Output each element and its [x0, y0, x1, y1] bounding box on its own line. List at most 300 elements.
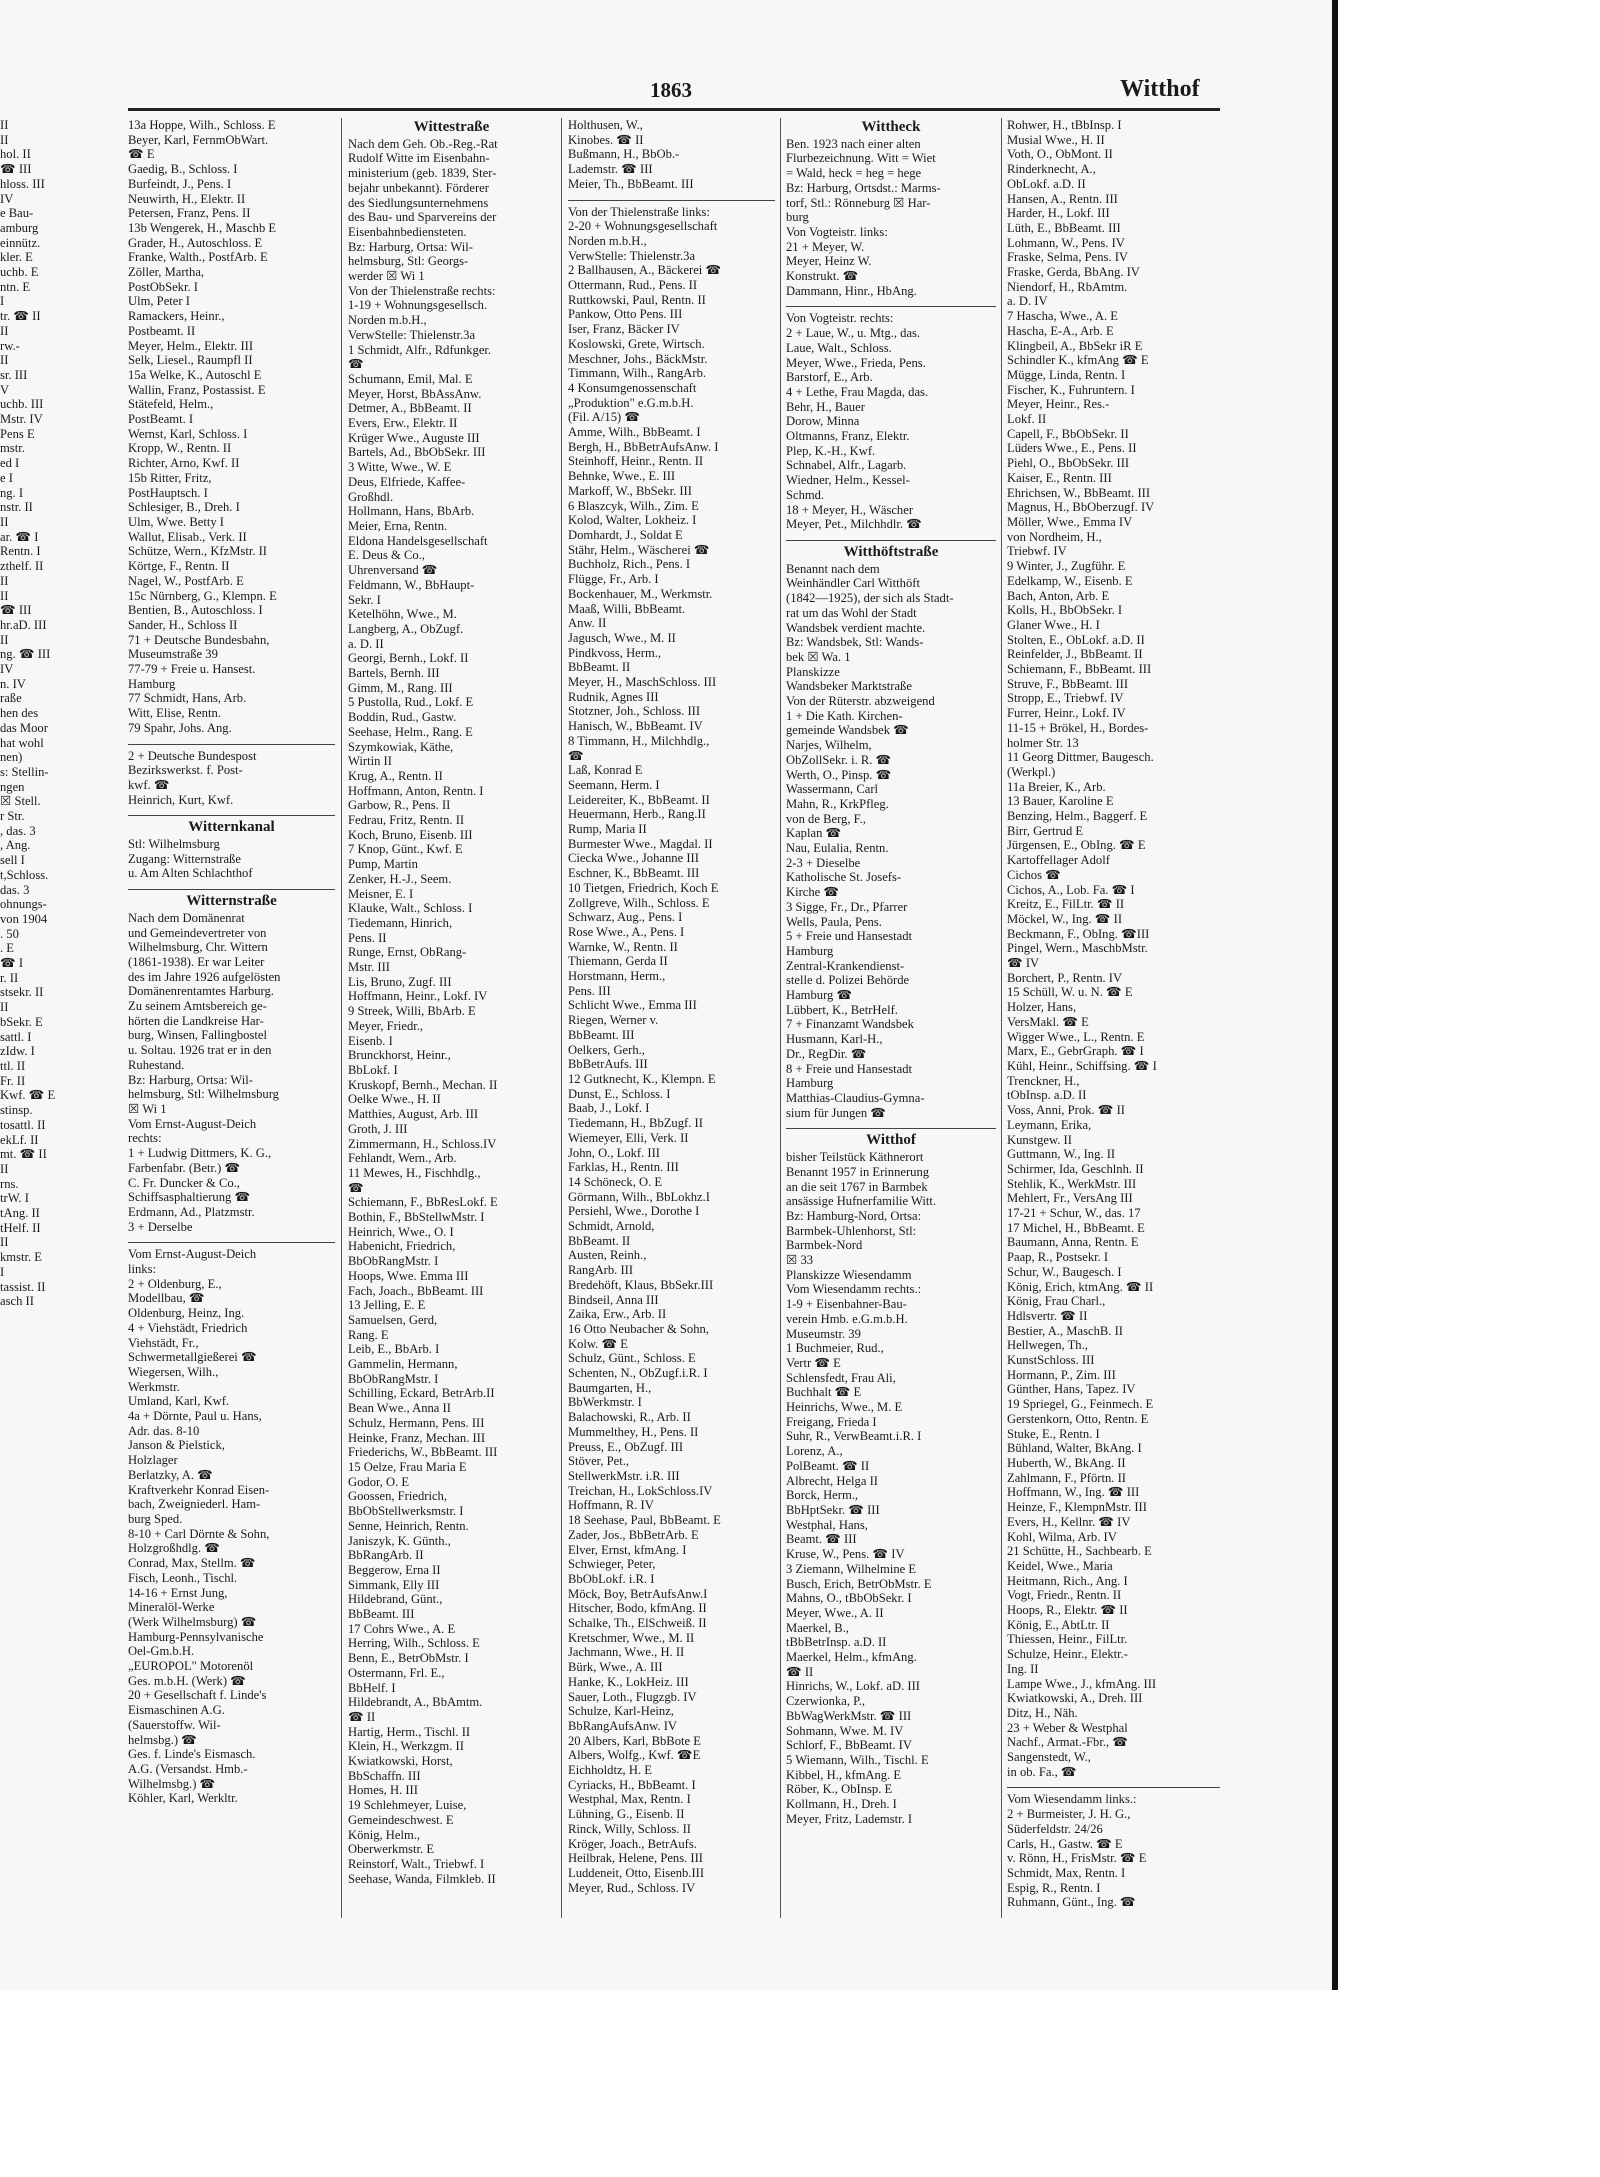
directory-entry: Holthusen, W., — [568, 118, 643, 132]
directory-entry: PolBeamt. ☎ II — [786, 1458, 870, 1473]
directory-entry: torf, Stl.: Rönneburg ☒ Har- — [786, 195, 931, 210]
directory-entry: Carls, H., Gastw. ☎ E — [1007, 1836, 1123, 1851]
directory-entry: Museumstr. 39 — [786, 1326, 861, 1341]
directory-entry: Klauke, Walt., Schloss. I — [348, 901, 473, 916]
directory-entry: Rudolf Witte im Eisenbahn- — [348, 151, 490, 166]
directory-entry: Trenckner, H., — [1007, 1073, 1080, 1088]
directory-entry: 13 Jelling, E. E — [348, 1298, 426, 1313]
directory-entry: RangArb. III — [568, 1263, 634, 1278]
directory-entry: kwf. ☎ — [128, 777, 170, 792]
directory-entry: Bothin, F., BbStellwMstr. I — [348, 1210, 485, 1225]
directory-entry: Oltmanns, Franz, Elektr. — [786, 429, 910, 444]
directory-entry: ansässige Hufnerfamilie Witt. — [786, 1194, 936, 1209]
directory-entry: Hoffmann, Anton, Rentn. I — [348, 783, 484, 798]
directory-entry: Kruskopf, Bernh., Mechan. II — [348, 1077, 498, 1092]
directory-entry: Franke, Walth., PostfArb. E — [128, 250, 268, 265]
directory-entry: Kreitz, E., FilLtr. ☎ II — [1007, 897, 1125, 912]
directory-entry: 19 Schlehmeyer, Luise, — [348, 1798, 467, 1813]
directory-entry: Hamburg — [786, 943, 834, 958]
directory-entry: Huberth, W., BkAng. II — [1007, 1455, 1126, 1470]
directory-entry: 3 + Derselbe — [128, 1219, 193, 1234]
directory-entry: Schwieger, Peter, — [568, 1557, 656, 1572]
directory-entry: Planskizze Wiesendamm — [786, 1267, 912, 1282]
directory-entry: 2-3 + Dieselbe — [786, 855, 861, 870]
directory-entry: Deus, Elfriede, Kaffee- — [348, 474, 466, 489]
directory-entry: BbBetrAufs. III — [568, 1057, 648, 1072]
directory-entry: Hinrichs, W., Lokf. aD. III — [786, 1679, 920, 1694]
directory-entry: 20 Albers, Karl, BbBote E — [568, 1733, 701, 1748]
directory-entry: Ulm, Wwe. Betty I — [128, 514, 224, 529]
directory-entry: Luddeneit, Otto, Eisenb.III — [568, 1865, 705, 1880]
directory-entry: Busch, Erich, BetrObMstr. E — [786, 1576, 932, 1591]
directory-entry: Wassermann, Carl — [786, 782, 879, 797]
directory-entry: Stähr, Helm., Wäscherei ☎ — [568, 542, 710, 557]
directory-entry: Bz: Harburg, Ortsa: Wil- — [128, 1072, 253, 1087]
directory-entry: Voss, Anni, Prok. ☎ II — [1007, 1103, 1125, 1118]
directory-entry: Von Vogteistr. links: — [786, 224, 888, 239]
directory-entry: einnütz. — [0, 235, 41, 250]
directory-entry: Albers, Wolfg., Kwf. ☎E — [568, 1748, 701, 1763]
directory-entry: Dorow, Minna — [786, 414, 860, 429]
directory-entry: a. D. II — [348, 636, 384, 651]
directory-entry: tAng. II — [0, 1206, 40, 1221]
directory-entry: Kaiser, E., Rentn. III — [1007, 470, 1112, 485]
street-heading: Wittestraße — [413, 120, 490, 135]
directory-entry: Benn, E., BetrObMstr. I — [348, 1651, 469, 1666]
directory-entry: ☒ Wi 1 — [128, 1102, 167, 1116]
directory-entry: Bentien, B., Autoschloss. I — [128, 603, 263, 618]
directory-entry: Marx, E., GebrGraph. ☎ I — [1007, 1044, 1144, 1059]
directory-entry: Barmbek-Uhlenhorst, Stl: — [786, 1223, 917, 1238]
directory-entry: Stuke, E., Rentn. I — [1007, 1426, 1100, 1441]
directory-entry: Bartels, Bernh. III — [348, 666, 440, 681]
directory-entry: Oberwerkmstr. E — [348, 1842, 435, 1857]
directory-entry: Vogt, Friedr., Rentn. II — [1007, 1588, 1122, 1603]
directory-entry: rns. — [0, 1176, 19, 1191]
directory-entry: ☎ E — [128, 147, 155, 162]
directory-entry: Petersen, Franz, Pens. II — [128, 206, 251, 221]
directory-entry: uchb. E — [0, 265, 39, 280]
street-heading: Witternstraße — [186, 894, 277, 909]
directory-entry: Richter, Arno, Kwf. II — [128, 456, 240, 471]
directory-entry: Ruhmann, Günt., Ing. ☎ — [1007, 1895, 1136, 1910]
directory-entry: u. Am Alten Schlachthof — [128, 866, 253, 881]
directory-entry: ObZollSekr. i. R. ☎ — [786, 752, 892, 767]
directory-entry: Matthias-Claudius-Gymna- — [786, 1091, 925, 1105]
directory-entry: Hollmann, Hans, BbArb. — [348, 504, 475, 519]
directory-entry: 11 Georg Dittmer, Baugesch. — [1007, 750, 1154, 765]
directory-entry: A.G. (Versandst. Hmb.- — [128, 1761, 248, 1776]
directory-entry: nstr. II — [0, 500, 33, 515]
directory-entry: Von der Thielenstraße links: — [568, 204, 710, 219]
directory-entry: des Siedlungsunternehmens — [348, 195, 489, 210]
directory-entry: Gerstenkorn, Otto, Rentn. E — [1007, 1411, 1149, 1426]
directory-entry: Wiegersen, Wilh., — [128, 1364, 219, 1379]
directory-entry: Boddin, Rud., Gastw. — [348, 710, 457, 725]
directory-entry: Domhardt, J., Soldat E — [568, 527, 683, 542]
directory-entry: Reinfelder, J., BbBeamt. II — [1007, 647, 1143, 662]
directory-entry: BbBeamt. III — [568, 1027, 635, 1042]
directory-entry: Hildebrand, Günt., — [348, 1592, 443, 1607]
directory-entry: Von der Rüterstr. abzweigend — [786, 694, 935, 709]
directory-entry: Kartoffellager Adolf — [1007, 853, 1110, 868]
directory-entry: Jürgensen, E., ObIng. ☎ E — [1007, 838, 1146, 853]
directory-entry: Planskizze — [786, 664, 840, 679]
directory-entry: Möller, Wwe., Emma IV — [1007, 514, 1133, 529]
directory-entry: Mahn, R., KrkPfleg. — [786, 796, 889, 811]
directory-entry: 20 + Gesellschaft f. Linde's — [128, 1688, 267, 1703]
directory-entry: Gaedig, B., Schloss. I — [128, 162, 238, 177]
column-divider — [780, 118, 781, 1918]
directory-entry: Kirche ☎ — [786, 885, 840, 900]
directory-entry: 14 Schöneck, O. E — [568, 1174, 663, 1189]
directory-entry: Hormann, P., Zim. III — [1007, 1367, 1116, 1382]
directory-entry: Suhr, R., VerwBeamt.i.R. I — [786, 1429, 922, 1444]
directory-entry: Kolw. ☎ E — [568, 1336, 628, 1351]
directory-entry: Meyer, Horst, BbAssAnw. — [348, 386, 482, 401]
directory-entry: Zaika, Erw., Arb. II — [568, 1307, 667, 1322]
scan-margin — [1338, 0, 1600, 2177]
directory-entry: BbRangArb. II — [348, 1548, 424, 1563]
directory-entry: PostHauptsch. I — [128, 485, 208, 500]
directory-entry: Markoff, W., BbSekr. III — [568, 483, 692, 498]
directory-entry: Meyer, Friedr., — [348, 1018, 424, 1033]
section-divider — [786, 1120, 996, 1129]
directory-entry: e I — [0, 470, 13, 485]
directory-entry: 13 Bauer, Karoline E — [1007, 794, 1114, 809]
directory-entry: Leymann, Erika, — [1007, 1117, 1092, 1132]
directory-entry: Eichholdtz, H. E — [568, 1763, 652, 1778]
directory-entry: Schlensfedt, Frau Ali, — [786, 1370, 896, 1385]
directory-entry: Reinstorf, Walt., Triebwf. I — [348, 1856, 485, 1871]
directory-entry: Seemann, Herm. I — [568, 777, 660, 792]
directory-entry: hol. II — [0, 147, 31, 162]
directory-entry: Schütze, Wern., KfzMstr. II — [128, 544, 267, 559]
directory-entry: ng. ☎ III — [0, 647, 51, 662]
directory-entry: Hoffmann, W., Ing. ☎ III — [1007, 1485, 1140, 1500]
directory-entry: Sekr. I — [348, 592, 381, 607]
directory-entry: tosattl. II — [0, 1117, 46, 1132]
directory-entry: Kinobes. ☎ II — [568, 132, 644, 147]
directory-entry: mt. ☎ II — [0, 1147, 47, 1162]
directory-entry: Habenicht, Friedrich, — [348, 1239, 456, 1254]
directory-entry: Bühland, Walter, BkAng. I — [1007, 1441, 1142, 1456]
directory-entry: das Moor — [0, 720, 48, 735]
directory-entry: Von Vogteistr. rechts: — [786, 311, 894, 326]
directory-entry: Evers, H., Kellnr. ☎ IV — [1007, 1514, 1131, 1529]
directory-entry: Weinhändler Carl Witthöft — [786, 576, 920, 591]
directory-entry: Selk, Liesel., Raumpfl II — [128, 353, 253, 368]
directory-entry: (1861-1938). Er war Leiter — [128, 954, 265, 969]
directory-entry: Röber, K., ObInsp. E — [786, 1782, 893, 1797]
directory-entry: Möckel, W., Ing. ☎ II — [1007, 911, 1123, 926]
directory-entry: Zu seinem Amtsbereich ge- — [128, 999, 267, 1014]
directory-entry: 1 + Die Kath. Kirchen- — [786, 708, 903, 723]
directory-entry: Großhdl. — [348, 489, 394, 504]
directory-entry: Barmbek-Nord — [786, 1238, 863, 1253]
directory-entry: hloss. III — [0, 176, 45, 191]
directory-entry: in ob. Fa., ☎ — [1007, 1764, 1077, 1779]
directory-entry: Bz: Harburg, Ortsdst.: Marms- — [786, 180, 941, 195]
directory-entry: helmsburg, Stl: Georgs- — [348, 254, 469, 269]
directory-entry: Bergh, H., BbBetrAufsAnw. I — [568, 439, 719, 454]
directory-entry: Pindkvoss, Herm., — [568, 645, 662, 660]
directory-entry: Westphal, Hans, — [786, 1517, 868, 1532]
directory-entry: ☎ II — [786, 1664, 814, 1679]
directory-entry: Hoffmann, R. IV — [568, 1498, 654, 1513]
directory-entry: BbObRangMstr. I — [348, 1254, 439, 1269]
directory-entry: Freigang, Frieda I — [786, 1414, 877, 1429]
directory-entry: Heilbrak, Helene, Pens. III — [568, 1851, 703, 1866]
directory-entry: Konstrukt. ☎ — [786, 269, 859, 284]
directory-entry: BbHelf. I — [348, 1680, 396, 1695]
directory-entry: Schalke, Th., ElSchweiß. II — [568, 1616, 707, 1631]
directory-entry: Ruttkowski, Paul, Rentn. II — [568, 292, 706, 307]
directory-entry: a. D. IV — [1007, 294, 1048, 309]
directory-entry: 3 Ziemann, Wilhelmine E — [786, 1561, 917, 1576]
directory-entry: Mineralöl-Werke — [128, 1600, 215, 1615]
directory-entry: Lüth, E., BbBeamt. III — [1007, 220, 1121, 235]
directory-entry: ObLokf. a.D. II — [1007, 176, 1086, 191]
directory-entry: 15 Schüll, W. u. N. ☎ E — [1007, 985, 1133, 1000]
directory-entry: Farklas, H., Rentn. III — [568, 1160, 679, 1175]
directory-entry: BbWagWerkMstr. ☎ III — [786, 1708, 912, 1723]
directory-entry: Rinderknecht, A., — [1007, 162, 1096, 177]
directory-entry: König, Frau Charl., — [1007, 1294, 1106, 1309]
directory-entry: Görmann, Wilh., BbLokhz.I — [568, 1189, 710, 1204]
directory-entry: ar. ☎ I — [0, 529, 39, 544]
directory-entry: Samuelsen, Gerd, — [348, 1312, 438, 1327]
directory-entry: Werkmstr. — [128, 1379, 180, 1394]
directory-entry: Vertr ☎ E — [786, 1355, 841, 1370]
directory-entry: 23 + Weber & Westphal — [1007, 1720, 1128, 1735]
directory-entry: Mstr. IV — [0, 412, 43, 427]
directory-entry: IV — [0, 662, 14, 677]
directory-entry: Goossen, Friedrich, — [348, 1489, 447, 1504]
directory-entry: Conrad, Max, Stellm. ☎ — [128, 1556, 256, 1571]
directory-entry: Wandsbeker Marktstraße — [786, 679, 912, 694]
directory-entry: 79 Spahr, Johs. Ang. — [128, 720, 232, 735]
directory-entry: raße — [0, 691, 22, 706]
directory-entry: Lorenz, A., — [786, 1444, 843, 1459]
directory-entry: Maerkel, Helm., kfmAng. — [786, 1650, 917, 1665]
directory-entry: Rose Wwe., A., Pens. I — [568, 924, 685, 939]
directory-entry: 6 Blaszcyk, Wilh., Zim. E — [568, 498, 699, 513]
directory-entry: Rang. E — [348, 1327, 389, 1342]
directory-entry: Oldenburg, Heinz, Ing. — [128, 1306, 245, 1321]
directory-entry: ☎ — [348, 1180, 364, 1195]
directory-entry: Lademstr. ☎ III — [568, 162, 653, 177]
directory-entry: 7 Knop, Günt., Kwf. E — [348, 842, 463, 857]
directory-entry: Schlicht Wwe., Emma III — [568, 998, 697, 1013]
directory-entry: trW. I — [0, 1191, 29, 1206]
directory-entry: Meyer, Heinz W. — [786, 254, 872, 269]
directory-entry: Glaner Wwe., H. I — [1007, 617, 1100, 632]
directory-entry: Niendorf, H., RbAmtm. — [1007, 279, 1128, 294]
directory-entry: Nach dem Domänenrat — [128, 910, 245, 925]
directory-entry: 11-15 + Brökel, H., Bordes- — [1007, 720, 1149, 735]
directory-entry: r. II — [0, 970, 19, 985]
directory-entry: ed I — [0, 456, 20, 471]
directory-entry: Westphal, Max, Rentn. I — [568, 1792, 691, 1807]
directory-entry: Furrer, Heinr., Lokf. IV — [1007, 706, 1126, 721]
directory-entry: . E — [0, 941, 14, 956]
column-divider — [561, 118, 562, 1918]
directory-entry: Sander, H., Schloss II — [128, 617, 238, 632]
directory-entry: Borchert, P., Rentn. IV — [1007, 970, 1123, 985]
directory-entry: Modellbau, ☎ — [128, 1291, 205, 1306]
directory-entry: Ditz, H., Näh. — [1007, 1705, 1078, 1720]
directory-entry: Borck, Herm., — [786, 1488, 859, 1503]
directory-entry: Heinrichs, Wwe., M. E — [786, 1400, 903, 1415]
directory-entry: Zimmermann, H., Schloss.IV — [348, 1136, 497, 1151]
directory-entry: Friederichs, W., BbBeamt. III — [348, 1445, 498, 1460]
directory-entry: 71 + Deutsche Bundesbahn, — [128, 632, 270, 647]
directory-entry: bek ☒ Wa. 1 — [786, 649, 851, 664]
directory-entry: Berlatzky, A. ☎ — [128, 1467, 213, 1482]
directory-entry: 5 Wiemann, Wilh., Tischl. E — [786, 1752, 929, 1767]
directory-entry: Schur, W., Baugesch. I — [1007, 1264, 1122, 1279]
directory-entry: Gemeindeschwest. E — [348, 1812, 454, 1827]
directory-entry: Eisenb. I — [348, 1033, 393, 1048]
directory-entry: Bindseil, Anna III — [568, 1292, 659, 1307]
directory-entry: BbWerkmstr. I — [568, 1395, 642, 1410]
header-rule — [128, 108, 1220, 111]
directory-entry: hen des — [0, 706, 39, 721]
directory-entry: Schiffsasphaltierung ☎ — [128, 1190, 251, 1205]
directory-entry: bach, Zweigniederl. Ham- — [128, 1497, 261, 1512]
directory-entry: Cyriacks, H., BbBeamt. I — [568, 1777, 696, 1792]
directory-entry: Schulz, Günt., Schloss. E — [568, 1351, 696, 1366]
directory-entry: Kwf. ☎ E — [0, 1088, 56, 1103]
directory-entry: Eismaschinen A.G. — [128, 1703, 225, 1718]
directory-entry: Leib, E., BbArb. I — [348, 1342, 440, 1357]
directory-entry: Lokf. II — [1007, 412, 1047, 427]
directory-entry: Schwermetallgießerei ☎ — [128, 1350, 257, 1365]
directory-entry: , das. 3 — [0, 823, 36, 838]
directory-entry: König, Helm., — [348, 1827, 421, 1842]
directory-entry: Kaplan ☎ — [786, 826, 842, 841]
directory-entry: Kretschmer, Wwe., M. II — [568, 1630, 695, 1645]
directory-entry: 17 Cohrs Wwe., A. E — [348, 1621, 456, 1636]
directory-entry: Maerkel, B., — [786, 1620, 849, 1635]
directory-entry: Vom Ernst-August-Deich — [128, 1247, 257, 1262]
directory-entry: Stehlik, K., WerkMstr. III — [1007, 1176, 1137, 1191]
directory-entry: Magnus, H., BbOberzugf. IV — [1007, 500, 1155, 515]
directory-entry: Koslowski, Grete, Wirtsch. — [568, 336, 705, 351]
directory-entry: II — [0, 588, 9, 603]
directory-entry: des im Jahre 1926 aufgelösten — [128, 969, 281, 984]
directory-entry: Schlorf, F., BbBeamt. IV — [786, 1738, 912, 1753]
directory-entry: Struve, F., BbBeamt. III — [1007, 676, 1129, 691]
directory-entry: Flurbezeichnung. Witt = Wiet — [786, 151, 936, 166]
directory-entry: Fraske, Selma, Pens. IV — [1007, 250, 1129, 265]
directory-entry: Bz: Wandsbek, Stl: Wands- — [786, 635, 924, 650]
directory-entry: Ciecka Wwe., Johanne III — [568, 851, 699, 866]
directory-entry: bSekr. E — [0, 1014, 43, 1029]
directory-entry: Norden m.b.H., — [348, 313, 427, 328]
directory-entry: Edelkamp, W., Eisenb. E — [1007, 573, 1133, 588]
directory-entry: 77 Schmidt, Hans, Arb. — [128, 691, 247, 706]
directory-entry: 3 Witte, Wwe., W. E — [348, 460, 452, 475]
directory-entry: Werth, O., Pinsp. ☎ — [786, 767, 892, 782]
directory-entry: (Werkpl.) — [1007, 764, 1056, 779]
directory-entry: Körtge, F., Rentn. II — [128, 559, 230, 574]
directory-entry: „Produktion" e.G.m.b.H. — [568, 395, 694, 410]
directory-entry: Zahlmann, F., Pförtn. II — [1007, 1470, 1126, 1485]
directory-entry: Schiemann, F., BbResLokf. E — [348, 1195, 498, 1210]
directory-entry: II — [0, 118, 9, 132]
directory-entry: e Bau- — [0, 206, 34, 221]
directory-entry: Bußmann, H., BbOb.- — [568, 147, 680, 162]
directory-entry: Hoops, R., Elektr. ☎ II — [1007, 1603, 1128, 1618]
directory-entry: Postbeamt. II — [128, 323, 196, 338]
directory-entry: BbObRangMstr. I — [348, 1371, 439, 1386]
directory-entry: ngen — [0, 779, 25, 794]
directory-entry: PostBeamt. I — [128, 412, 194, 427]
street-heading: Wittheck — [861, 120, 921, 135]
directory-column-4 — [786, 118, 996, 1918]
directory-entry: Albrecht, Helga II — [786, 1473, 878, 1488]
directory-entry: BbSchaffn. III — [348, 1768, 421, 1783]
directory-entry: Erdmann, Ad., Platzmstr. — [128, 1204, 255, 1219]
directory-entry: II — [0, 1235, 9, 1250]
directory-entry: bejahr unbekannt). Förderer — [348, 180, 489, 195]
directory-entry: II — [0, 514, 9, 529]
directory-entry: Lühning, G., Eisenb. II — [568, 1807, 685, 1822]
directory-entry: Ostermann, Frl. E., — [348, 1665, 445, 1680]
directory-entry: Viehstädt, Fr., — [128, 1335, 199, 1350]
directory-entry: Flügge, Fr., Arb. I — [568, 572, 659, 587]
directory-entry: Kühl, Heinr., Schiffsing. ☎ I — [1007, 1059, 1157, 1073]
directory-entry: Vom Wiesendamm rechts.: — [786, 1282, 922, 1297]
directory-entry: Meyer, Rud., Schloss. IV — [568, 1880, 696, 1895]
directory-entry: von de Berg, F., — [786, 811, 866, 826]
directory-entry: I — [0, 1264, 5, 1279]
directory-entry: Hartig, Herm., Tischl. II — [348, 1724, 471, 1739]
street-heading: Witthöftstraße — [843, 544, 939, 560]
directory-entry: Birr, Gertrud E — [1007, 823, 1084, 838]
directory-entry: ☎ I — [0, 956, 24, 971]
directory-entry: Kröger, Joach., BetrAufs. — [568, 1836, 697, 1851]
directory-entry: IV — [0, 191, 14, 206]
directory-entry: Lampe Wwe., J., kfmAng. III — [1007, 1676, 1157, 1691]
directory-column-1 — [128, 118, 335, 1918]
directory-entry: r Str. — [0, 809, 25, 824]
directory-entry: sattl. I — [0, 1029, 32, 1044]
directory-entry: ☒ Stell. — [0, 794, 41, 809]
directory-entry: Heinrich, Kurt, Kwf. — [128, 792, 234, 807]
directory-entry: Laß, Konrad E — [568, 763, 643, 778]
directory-entry: (Sauerstoffw. Wil- — [128, 1717, 221, 1732]
directory-entry: Sangenstedt, W., — [1007, 1750, 1091, 1765]
directory-entry: ☎ — [568, 748, 584, 763]
directory-entry: Buchholz, Rich., Pens. I — [568, 557, 691, 572]
directory-entry: Meyer, Wwe., A. II — [786, 1605, 884, 1620]
directory-entry: Hanisch, W., BbBeamt. IV — [568, 719, 703, 734]
directory-entry: 9 Streek, Willi, BbArb. E — [348, 1004, 476, 1019]
directory-entry: Bean Wwe., Anna II — [348, 1401, 451, 1416]
directory-entry: Piehl, O., BbObSekr. III — [1007, 456, 1130, 471]
directory-entry: PostObSekr. I — [128, 279, 198, 294]
directory-entry: Gimm, M., Rang. III — [348, 680, 453, 695]
directory-entry: Beamt. ☎ III — [786, 1532, 857, 1547]
directory-entry: , Ang. — [0, 838, 31, 853]
directory-entry: Sohmann, Wwe. M. IV — [786, 1723, 904, 1738]
directory-entry: Stl: Wilhelmsburg — [128, 837, 220, 852]
directory-entry: 17-21 + Schur, W., das. 17 — [1007, 1206, 1141, 1221]
directory-entry: Pens. III — [568, 983, 611, 998]
